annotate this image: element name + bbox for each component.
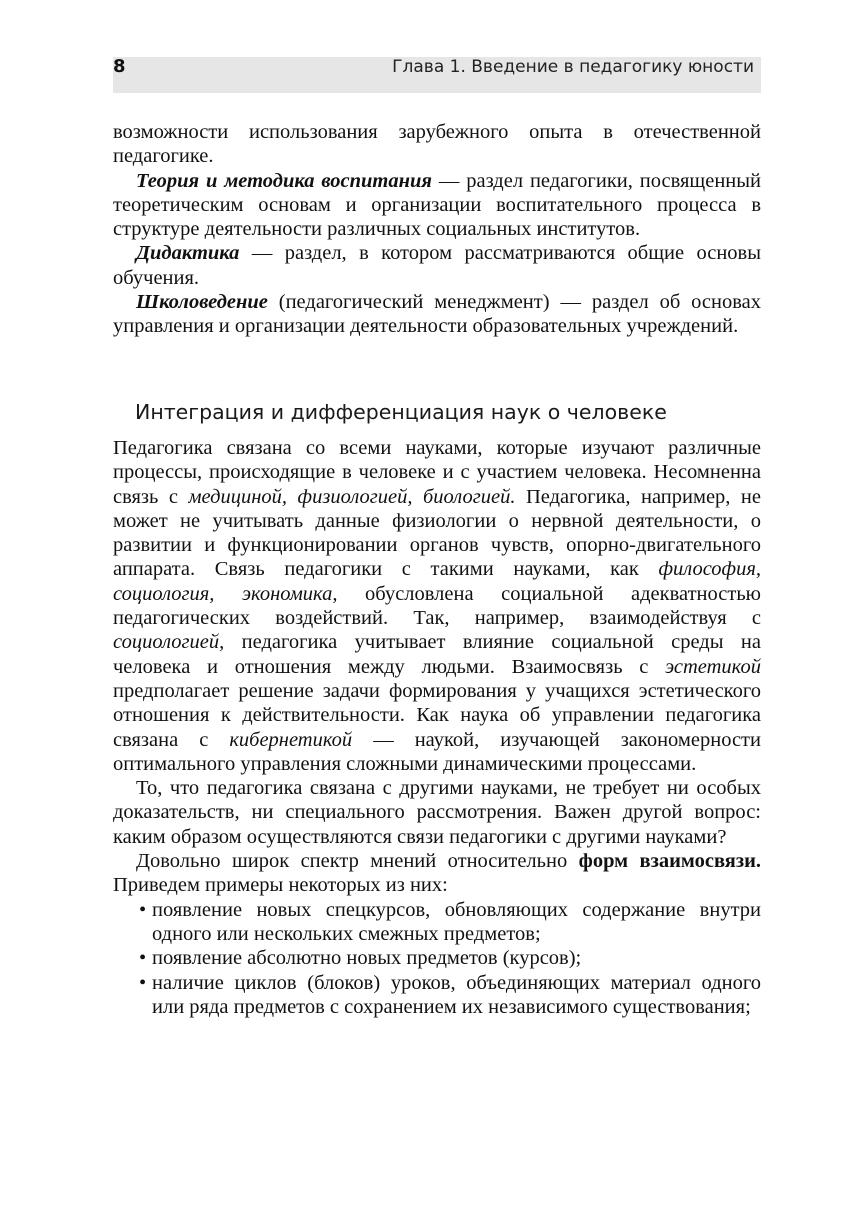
text-run: предполагает решение задачи формирования у учащихся эстетического отношения к действительности. Как наука об управлении педагогика связана с bbox=[113, 679, 761, 751]
term: Теория и методика воспитания bbox=[136, 169, 432, 192]
italic-run: эстетикой bbox=[665, 655, 761, 678]
page-number: 8 bbox=[113, 56, 126, 77]
paragraph bbox=[113, 290, 761, 339]
bold-run: форм взаимосвязи. bbox=[578, 850, 762, 873]
text-run: Приведем примеры некоторых из них: bbox=[113, 874, 448, 897]
italic-run: социологией, bbox=[113, 631, 225, 654]
text-run: обусловлена социальной адекватностью педагогических воздействий. Так, например, взаимодействуя с bbox=[113, 582, 761, 630]
list-item: • появление абсолютно новых предметов (курсов); bbox=[113, 946, 761, 970]
text-run: Педагогика связана со всеми науками, которые изучают различные процессы, происходящие в человеке и с участием человека. Несомненна связь с bbox=[113, 437, 761, 508]
paragraph: возможности использования зарубежного опыта в отечественной педагогике. bbox=[113, 121, 761, 168]
italic-run: философия, социология, экономика, bbox=[113, 558, 761, 605]
definition: — раздел педагогики, посвященный теоретическим основам и организации воспитательного процесса в структуре деятельности различных социальных институтов. bbox=[113, 169, 761, 241]
running-header bbox=[113, 57, 761, 93]
definition: — раздел, в котором рассматриваются общие основы обучения. bbox=[113, 242, 761, 289]
definitions-block bbox=[113, 120, 761, 339]
paragraph bbox=[113, 169, 761, 242]
paragraph: То, что педагогика связана с другими науками, не требует ни особых доказательств, ни специального рассмотрения. Важен другой вопрос: каким образом осуществляются связи педагогики с другими науками? bbox=[113, 777, 761, 848]
text-run: — наукой, изучающей закономерности оптимального управления сложными динамическими процессами. bbox=[113, 728, 761, 775]
text-run: Довольно широк спектр мнений относительно bbox=[136, 850, 579, 873]
italic-run: кибернетикой bbox=[229, 728, 353, 751]
paragraph bbox=[113, 241, 761, 290]
text-run: Педагогика, например, не может не учитывать данные физиологии о нервной деятельности, о развитии и функционировании органов чувств, опорно-двигательного аппарата. Связь педагогики с такими науками, как bbox=[113, 485, 761, 581]
text-run: педагогика учитывает влияние социальной среды на человека и отношения между людьми. Взаимосвязь с bbox=[113, 631, 761, 678]
term: Школоведение bbox=[136, 291, 268, 314]
definition: (педагогический менеджмент) — раздел об основах управления и организации деятельности образовательных учреждений. bbox=[113, 291, 761, 338]
section-body bbox=[113, 436, 761, 1019]
term: Дидактика bbox=[136, 242, 240, 265]
section-heading: Интеграция и дифференциация наук о человеке bbox=[135, 400, 667, 424]
italic-run: медициной, физиологией, биологией. bbox=[188, 485, 516, 508]
list-item: • появление новых спецкурсов, обновляющих содержание внутри одного или нескольких смежных предметов; bbox=[113, 898, 761, 947]
list-item: • наличие циклов (блоков) уроков, объединяющих материал одного или ряда предметов с сохранением их независимого существования; bbox=[113, 971, 761, 1020]
bullet-list bbox=[113, 898, 761, 1019]
paragraph bbox=[113, 849, 761, 898]
paragraph bbox=[113, 436, 761, 776]
chapter-title: Глава 1. Введение в педагогику юности bbox=[392, 57, 754, 77]
